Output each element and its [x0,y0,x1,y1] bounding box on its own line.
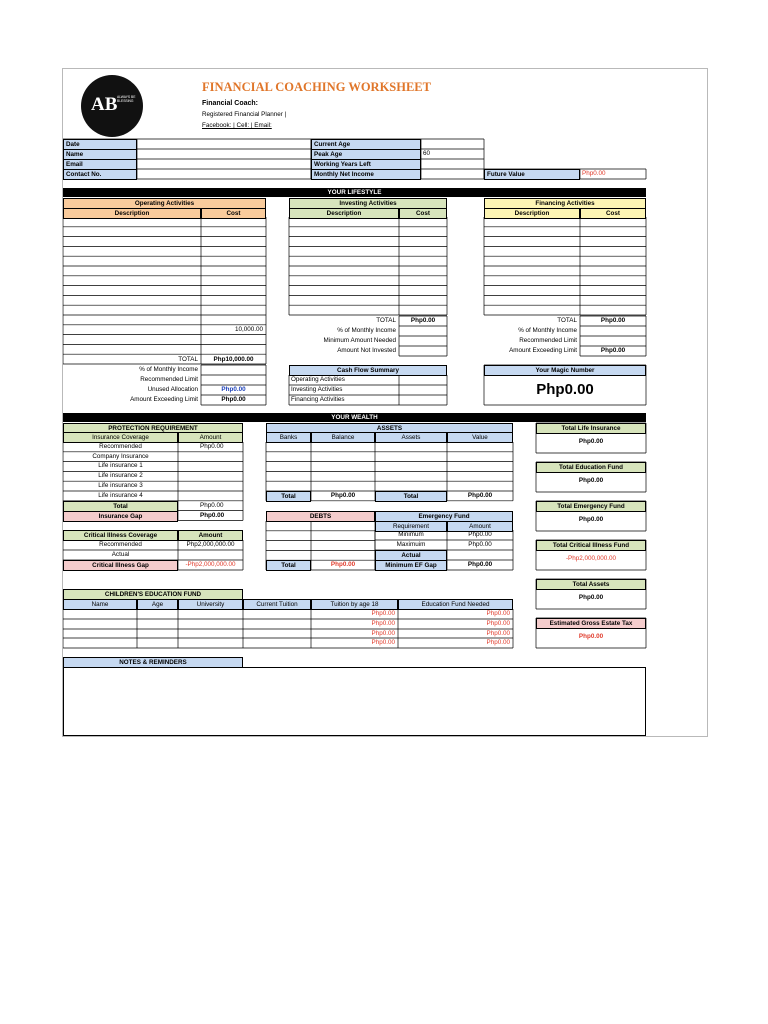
financing-exceed-value: Php0.00 [600,347,626,354]
amount-header: Amount [178,432,243,443]
financing-rec-label: Recommended Limit [519,337,577,344]
financing-pct-label: % of Monthly Income [518,327,577,334]
debts-total-label: Total [266,560,311,571]
requirement-header: Requirement [375,521,447,532]
edu-row-tuition18: Php0.00 [371,610,395,617]
notes-area[interactable] [63,667,646,736]
insurance-gap-label: Insurance Gap [63,511,178,522]
page-title: FINANCIAL COACHING WORKSHEET [202,80,431,94]
assets-title: ASSETS [266,423,513,434]
edu-tuition18-header: Tuition by age 18 [311,599,398,610]
ef-amount-header: Amount [447,521,513,532]
investing-desc-header: Description [289,208,399,219]
ef-min-value: Php0.00 [468,531,492,538]
peak-age-label: Peak Age [311,149,421,160]
operating-cost-header: Cost [201,208,266,219]
operating-total-label: TOTAL [178,356,198,363]
summary-estate-title: Estimated Gross Estate Tax [536,618,646,629]
edu-name-header: Name [63,599,137,610]
summary-critical-title: Total Critical Illness Fund [536,540,646,551]
critical-gap-label: Critical Illness Gap [63,560,178,571]
magic-number-title: Your Magic Number [484,365,646,376]
summary-education-title: Total Education Fund [536,462,646,473]
education-title: CHILDREN'S EDUCATION FUND [63,589,243,600]
working-years-label: Working Years Left [311,159,421,170]
edu-row-needed: Php0.00 [486,630,510,637]
logo [81,75,143,137]
edu-row-tuition18: Php0.00 [371,620,395,627]
edu-needed-header: Education Fund Needed [398,599,513,610]
protection-row-label: Recommended [99,443,142,450]
cashflow-operating: Operating Activities [291,376,345,383]
future-value-label: Future Value [484,169,580,180]
edu-row-needed: Php0.00 [486,620,510,627]
operating-unused-label: Unused Allocation [147,386,198,393]
investing-total-label: TOTAL [376,317,396,324]
financing-total-value: Php0.00 [600,317,626,324]
critical-actual-label: Actual [111,551,130,558]
current-age-label: Current Age [311,139,421,150]
financing-title: Financing Activities [484,198,646,209]
monthly-income-label: Monthly Net Income [311,169,421,180]
ef-max-label: Maximuim [396,541,426,548]
ef-gap-label: Minimum EF Gap [375,560,447,571]
edu-row-needed: Php0.00 [486,639,510,646]
critical-rec-value: Php2,000,000.00 [186,541,235,548]
protection-title: PROTECTION REQUIREMENT [63,423,243,434]
ef-min-label: Minimum [398,531,424,538]
edu-row-needed: Php0.00 [486,610,510,617]
ef-gap-value: Php0.00 [467,561,493,568]
assets-total-label-2: Total [375,491,447,502]
name-label: Name [63,149,137,160]
balance-header: Balance [311,432,375,443]
protection-row-label: Life insurance 1 [98,462,143,469]
summary-emergency-value: Php0.00 [578,516,604,523]
assets-total-label: Total [266,491,311,502]
investing-cost-header: Cost [399,208,447,219]
critical-amount-header: Amount [178,530,243,541]
operating-desc-header: Description [63,208,201,219]
date-label: Date [63,139,137,150]
ef-max-value: Php0.00 [468,541,492,548]
assets-header: Assets [375,432,447,443]
insurance-gap-value: Php0.00 [200,512,225,519]
protection-row-label: Life insurance 2 [98,472,143,479]
summary-assets-title: Total Assets [536,579,646,590]
edu-tuition-header: Current Tuition [243,599,311,610]
banks-header: Banks [266,432,311,443]
edu-university-header: University [178,599,243,610]
protection-row-label: Life insurance 3 [98,482,143,489]
protection-total-label: Total [63,501,178,512]
investing-pct-label: % of Monthly Income [337,327,396,334]
financing-total-label: TOTAL [557,317,577,324]
lifestyle-banner: YOUR LIFESTYLE [63,188,646,197]
summary-education-value: Php0.00 [578,477,604,484]
summary-emergency-title: Total Emergency Fund [536,501,646,512]
operating-pct-label: % of Monthly Income [139,366,198,373]
assets-total-balance: Php0.00 [330,492,356,499]
cashflow-investing: Investing Activities [291,386,343,393]
magic-number-value: Php0.00 [536,381,594,398]
protection-row-label: Company Insurance [92,453,149,460]
cashflow-title: Cash Flow Summary [289,365,447,376]
summary-assets-value: Php0.00 [578,594,604,601]
assets-total-value: Php0.00 [467,492,493,499]
cashflow-financing: Financing Activities [291,396,345,403]
contact-links: Facebook: | Cell: | Email: [202,122,272,129]
worksheet-page [62,68,708,737]
notes-title: NOTES & REMINDERS [63,657,243,668]
logo-text: AB [91,94,118,115]
operating-exceed-value: Php0.00 [221,396,246,403]
summary-life-value: Php0.00 [578,438,604,445]
operating-rec-label: Recommended Limit [140,376,198,383]
summary-life-title: Total Life Insurance [536,423,646,434]
ef-actual-label: Actual [375,550,447,561]
critical-rec-label: Recommended [99,541,142,548]
protection-row-amount: Php0.00 [200,443,224,450]
summary-critical-value: -Php2,000,000.00 [565,555,617,562]
investing-title: Investing Activities [289,198,447,209]
critical-gap-value: -Php2,000,000.00 [185,561,236,568]
investing-total-value: Php0.00 [410,317,436,324]
summary-estate-value: Php0.00 [578,633,604,640]
coverage-header: Insurance Coverage [63,432,178,443]
operating-unused-value: Php0.00 [221,386,246,393]
protection-total-value: Php0.00 [200,502,224,509]
financing-exceed-label: Amount Exceeding Limit [509,347,577,354]
debts-title: DEBTS [266,511,375,522]
future-value-amount: Php0.00 [582,170,606,177]
coach-label: Financial Coach: [202,100,259,107]
edu-row-tuition18: Php0.00 [371,630,395,637]
peak-age-value[interactable]: 60 [423,150,431,157]
investing-min-label: Minimum Amount Needed [323,337,396,344]
financing-desc-header: Description [484,208,580,219]
protection-row-label: Life insurance 4 [98,492,143,499]
edu-age-header: Age [137,599,178,610]
contact-no-label: Contact No. [63,169,137,180]
email-label: Email [63,159,137,170]
wealth-banner: YOUR WEALTH [63,413,646,422]
operating-total-value: Php10,000.00 [213,356,254,363]
planner-label: Registered Financial Planner | [202,111,287,118]
logo-tagline: ALWAYS BE BLESSING [117,95,136,103]
emergency-title: Emergency Fund [375,511,513,522]
edu-row-tuition18: Php0.00 [371,639,395,646]
debts-total-value: Php0.00 [330,561,356,568]
investing-notinvested-label: Amount Not Invested [337,347,396,354]
operating-default-cost[interactable]: 10,000.00 [234,326,263,333]
financing-cost-header: Cost [580,208,646,219]
value-header: Value [447,432,513,443]
operating-exceed-label: Amount Exceeding Limit [130,396,198,403]
operating-title: Operating Activities [63,198,266,209]
critical-coverage-header: Critical Illness Coverage [63,530,178,541]
